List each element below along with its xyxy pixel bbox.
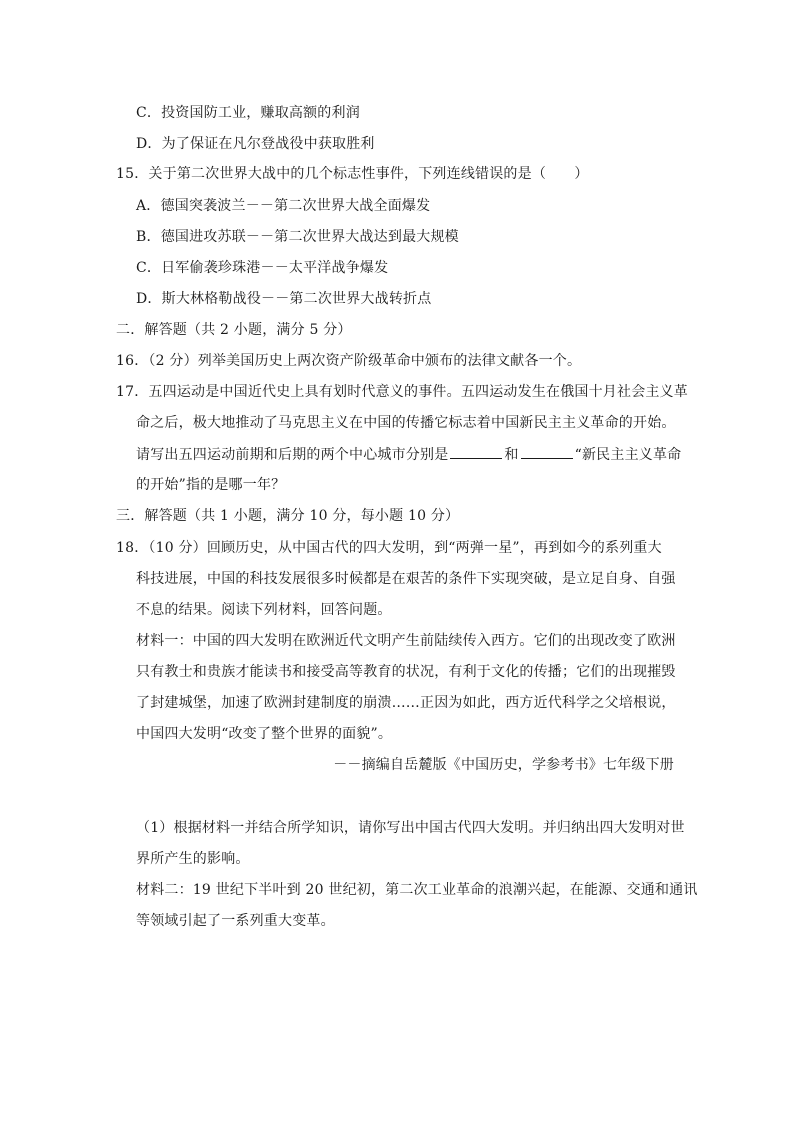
material-1-line-4: 中国四大发明“改变了整个世界的面貌”。 [136, 726, 393, 742]
q17-line-3 [136, 444, 681, 465]
material-1-source: －－摘编自岳麓版《中国历史，学参考书》七年级下册 [333, 757, 674, 773]
q15-option-c: C．日军偷袭珍珠港－－太平洋战争爆发 [136, 260, 389, 276]
q15-option-b: B．德国进攻苏联－－第二次世界大战达到最大规模 [136, 229, 459, 245]
q18-sub-1-line-2: 界所产生的影响。 [136, 851, 250, 867]
section-2-heading: 二．解答题（共 2 小题，满分 5 分） [116, 322, 352, 338]
q17-line-3-a: 请写出五四运动前期和后期的两个中心城市分别是 [136, 447, 449, 463]
material-1-line-3: 了封建城堡，加速了欧洲封建制度的崩溃……正因为如此，西方近代科学之父培根说， [136, 695, 676, 711]
section-3-heading: 三．解答题（共 1 小题，满分 10 分，每小题 10 分） [116, 508, 460, 524]
q14-option-c: C．投资国防工业，赚取高额的利润 [136, 105, 360, 121]
q17-line-1: 17．五四运动是中国近代史上具有划时代意义的事件。五四运动发生在俄国十月社会主义革 [116, 384, 689, 400]
q17-line-2: 命之后，极大地推动了马克思主义在中国的传播它标志着中国新民主主义革命的开始。 [136, 415, 676, 431]
q15-option-d: D．斯大林格勒战役－－第二次世界大战转折点 [136, 291, 432, 307]
q16-text: 16．（2 分）列举美国历史上两次资产阶级革命中颁布的法律文献各一个。 [116, 353, 582, 369]
q18-sub-1-line-1: （1）根据材料一并结合所学知识，请你写出中国古代四大发明。并归纳出四大发明对世 [136, 820, 685, 836]
q17-line-3-b: 和 [504, 447, 519, 463]
material-1-line-1: 材料一：中国的四大发明在欧洲近代文明产生前陆续传入西方。它们的出现改变了欧洲 [136, 633, 676, 649]
q17-line-4: 的开始”指的是哪一年？ [136, 477, 286, 493]
answer-blank-2[interactable] [521, 444, 573, 459]
material-2-line-1: 材料二：19 世纪下半叶到 20 世纪初，第二次工业革命的浪潮兴起，在能源、交通和通讯 [136, 882, 698, 898]
q15-stem: 15．关于第二次世界大战中的几个标志性事件，下列连线错误的是（ ） [116, 166, 589, 182]
answer-blank-1[interactable] [450, 444, 502, 459]
q18-line-2: 科技进展，中国的科技发展很多时候都是在艰苦的条件下实现突破，是立足自身、自强 [136, 571, 676, 587]
material-1-line-2: 只有教士和贵族才能读书和接受高等教育的状况，有利于文化的传播；它们的出现摧毁 [136, 664, 676, 680]
q14-option-d: D．为了保证在凡尔登战役中获取胜利 [136, 136, 375, 152]
q15-option-a: A．德国突袭波兰－－第二次世界大战全面爆发 [136, 198, 431, 214]
material-2-line-2: 等领域引起了一系列重大变革。 [136, 913, 335, 929]
q18-line-3: 不息的结果。阅读下列材料，回答问题。 [136, 602, 392, 618]
q18-line-1: 18．（10 分）回顾历史，从中国古代的四大发明，到“两弹一星”，再到如今的系列重大 [116, 540, 662, 556]
q17-line-3-c: “新民主主义革命 [574, 447, 682, 463]
